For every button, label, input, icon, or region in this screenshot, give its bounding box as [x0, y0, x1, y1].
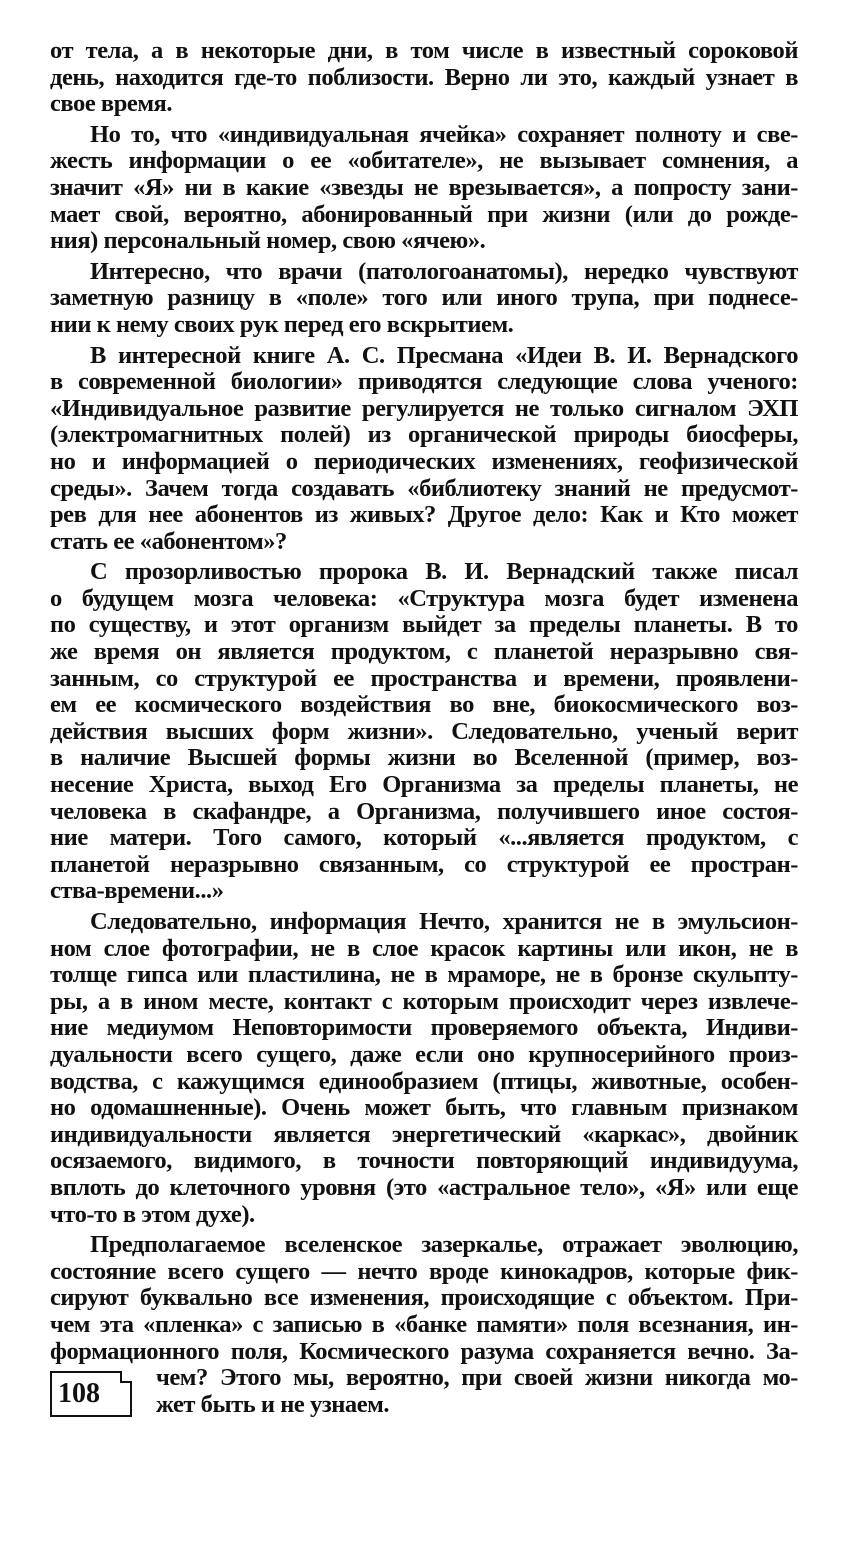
- text-line: (электромагнитных полей) из органической природы биосферы,: [50, 421, 798, 449]
- text-line: ном слое фотографии, не в слое красок картины или икон, не в: [50, 934, 798, 962]
- text-line: жет быть и не узнаем.: [156, 1390, 390, 1418]
- paragraph-5: [50, 559, 798, 905]
- text-line: В интересной книге А. С. Пресмана «Идеи В. И. Вернадского: [90, 341, 798, 369]
- text-line: заметную разницу в «поле» того или иного трупа, при поднесе-: [50, 284, 798, 312]
- text-line: ства-времени...»: [50, 877, 224, 905]
- page-number-box: [50, 1371, 132, 1417]
- paragraph-1: [50, 38, 798, 118]
- text-line: о будущем мозга человека: «Структура мозга будет изменена: [50, 584, 798, 612]
- text-line: планетой неразрывно связанным, со структурой ее простран-: [50, 850, 798, 878]
- paragraph-7: [50, 1232, 798, 1418]
- text-line: «Индивидуальное развитие регулируется не только сигналом ЭХП: [50, 394, 798, 422]
- paragraph-2: [50, 122, 798, 255]
- text-line: ры, а в ином месте, контакт с которым происходит через извлече-: [50, 987, 798, 1015]
- text-line: же время он является продуктом, с планетой неразрывно свя-: [50, 638, 798, 666]
- text-line: день, находится где-то поблизости. Верно ли это, каждый узнает в: [50, 63, 798, 91]
- paragraph-6: [50, 909, 798, 1228]
- text-line: среды». Зачем тогда создавать «библиотеку знаний не предусмот-: [50, 474, 798, 502]
- text-line: чем эта «пленка» с записью в «банке памяти» поля всезнания, ин-: [50, 1310, 798, 1338]
- text-line: несение Христа, выход Его Организма за пределы планеты, не: [50, 771, 798, 799]
- page-number: 108: [58, 1378, 100, 1410]
- text-line: в наличие Высшей формы жизни во Вселенной (пример, воз-: [50, 744, 798, 772]
- text-line: но одомашненные). Очень может быть, что главным признаком: [50, 1094, 798, 1122]
- text-line: С прозорливостью пророка В. И. Вернадский также писал: [90, 558, 798, 586]
- paragraph-4: [50, 343, 798, 556]
- text-line: толще гипса или пластилина, не в мраморе, не в бронзе скульпту-: [50, 961, 798, 989]
- text-line: в современной биологии» приводятся следующие слова ученого:: [50, 368, 798, 396]
- text-line: но и информацией о периодических изменениях, геофизической: [50, 447, 798, 475]
- text-line: действия высших форм жизни». Следовательно, ученый верит: [50, 717, 798, 745]
- text-line: значит «Я» ни в какие «звезды не врезывается», а попросту зани-: [50, 173, 798, 201]
- text-line: что-то в этом духе).: [50, 1200, 255, 1228]
- text-line: Следовательно, информация Нечто, хранится не в эмульсион-: [90, 908, 798, 935]
- text-line: рев для нее абонентов из живых? Другое дело: Как и Кто может: [50, 501, 798, 529]
- text-line: Но то, что «индивидуальная ячейка» сохраняет полноту и све-: [90, 120, 798, 148]
- text-line: ние матери. Того самого, который «...является продуктом, с: [50, 824, 798, 852]
- text-line: занным, со структурой ее пространства и времени, проявлени-: [50, 664, 798, 692]
- text-line: ем ее космического воздействия во вне, биокосмического воз-: [50, 691, 798, 719]
- text-line: по существу, и этот организм выйдет за пределы планеты. В то: [50, 611, 798, 639]
- text-line: нии к нему своих рук перед его вскрытием.: [50, 310, 514, 338]
- text-line: ния) персональный номер, свою «ячею».: [50, 227, 486, 255]
- text-line: мает свой, вероятно, абонированный при жизни (или до рожде-: [50, 200, 798, 228]
- text-line: формационного поля, Космического разума сохраняется вечно. За-: [50, 1337, 798, 1365]
- folded-corner-icon: [120, 1371, 132, 1383]
- text-line: чем? Этого мы, вероятно, при своей жизни никогда мо-: [156, 1364, 798, 1392]
- text-line: Предполагаемое вселенское зазеркалье, отражает эволюцию,: [90, 1231, 798, 1259]
- text-line: свое время.: [50, 90, 173, 118]
- text-line: водства, с кажущимся единообразием (птицы, животные, особен-: [50, 1067, 798, 1095]
- book-page: [50, 38, 798, 1422]
- text-line: человека в скафандре, а Организма, получившего иное состоя-: [50, 797, 798, 825]
- text-line: ние медиумом Неповторимости проверяемого объекта, Индиви-: [50, 1014, 798, 1042]
- text-line: жесть информации о ее «обитателе», не вызывает сомнения, а: [50, 147, 798, 175]
- text-line: вплоть до клеточного уровня (это «астральное тело», «Я» или еще: [50, 1173, 798, 1201]
- text-line: состояние всего сущего — нечто вроде кинокадров, которые фик-: [50, 1257, 798, 1285]
- page-footer-block: [50, 1365, 798, 1418]
- text-line: индивидуальности является энергетический «каркас», двойник: [50, 1120, 798, 1148]
- text-line: дуальности всего сущего, даже если оно крупносерийного произ-: [50, 1040, 798, 1068]
- text-line: от тела, а в некоторые дни, в том числе в известный сороковой: [50, 37, 798, 64]
- text-line: Интересно, что врачи (патологоанатомы), нередко чувствуют: [90, 257, 798, 285]
- text-line: сируют буквально все изменения, происходящие с объектом. При-: [50, 1284, 798, 1312]
- text-line: стать ее «абонентом»?: [50, 527, 287, 555]
- text-line: осязаемого, видимого, в точности повторяющий индивидуума,: [50, 1147, 798, 1175]
- paragraph-3: [50, 259, 798, 339]
